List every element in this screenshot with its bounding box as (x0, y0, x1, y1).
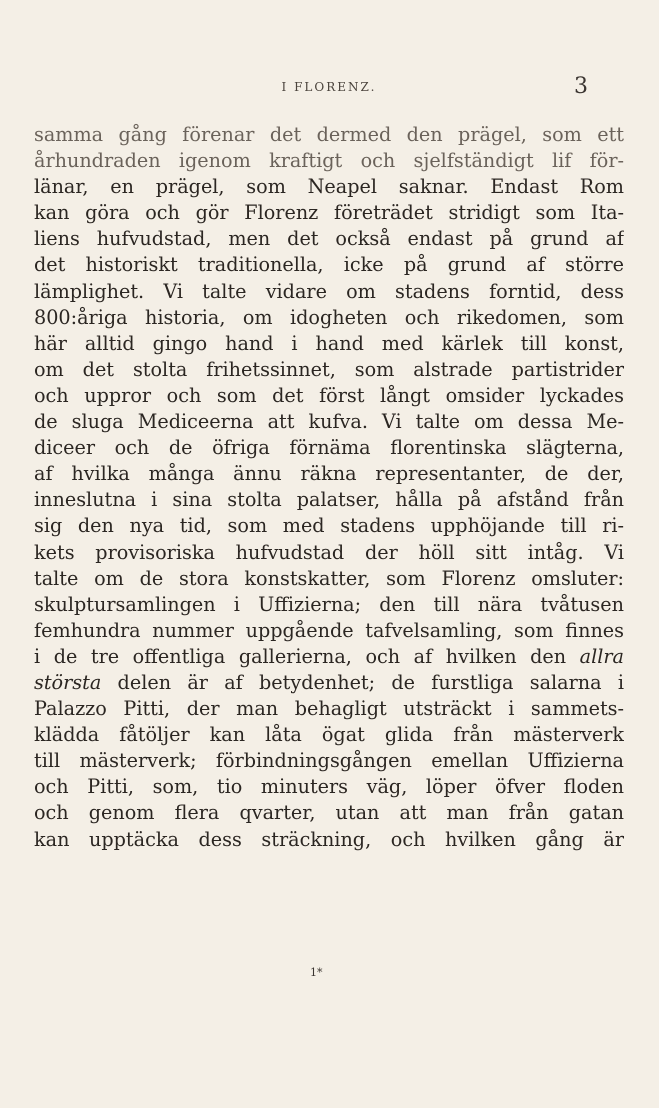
text-line: om det stolta frihetssinnet, som alstrade partistrider (34, 357, 624, 381)
text-line: till mästerverk; förbindningsgången emellan Uffizierna (34, 749, 624, 773)
body-text (34, 122, 624, 853)
line-text: i de tre offentliga gallerierna, och af hvilken den (34, 644, 580, 668)
line-text: delen är af betydenhet; de furstliga salarna i (101, 670, 624, 694)
text-line-with-emphasis (34, 644, 624, 670)
text-line: talte om de stora konstskatter, som Florenz omsluter: (34, 566, 624, 590)
text-line: århundraden igenom kraftigt och sjelfständigt lif för- (34, 149, 624, 173)
text-line: kan göra och gör Florenz företrädet stridigt som Ita- (34, 201, 624, 225)
text-line: och Pitti, som, tio minuters väg, löper öfver floden (34, 775, 624, 799)
text-line: klädda fåtöljer kan låta ögat glida från mästerverk (34, 723, 624, 747)
text-line: femhundra nummer uppgående tafvelsamling, som finnes (34, 618, 624, 642)
text-line: inneslutna i sina stolta palatser, hålla på afstånd från (34, 488, 624, 512)
text-line: lämplighet. Vi talte vidare om stadens forntid, dess (34, 279, 624, 303)
text-line-with-emphasis (34, 670, 624, 696)
emphasis-text: allra (579, 644, 624, 668)
text-line: Palazzo Pitti, der man behagligt utsträckt i sammets- (34, 697, 624, 721)
running-head (34, 74, 624, 102)
text-line: skulptursamlingen i Uffizierna; den till nära tvåtusen (34, 592, 624, 616)
text-line: länar, en prägel, som Neapel saknar. Endast Rom (34, 175, 624, 199)
text-line: och uppror och som det först långt omsider lyckades (34, 383, 624, 407)
emphasis-text: största (34, 670, 102, 694)
page-number: 3 (574, 74, 588, 99)
text-line: diceer och de öfriga förnäma florentinska slägterna, (34, 436, 624, 460)
running-title: I FLORENZ. (281, 80, 377, 94)
text-line: af hvilka många ännu räkna representanter, de der, (34, 462, 624, 486)
text-line: sig den nya tid, som med stadens upphöjande till ri- (34, 514, 624, 538)
signature-mark: 1* (310, 966, 323, 979)
text-line: och genom flera qvarter, utan att man från gatan (34, 801, 624, 825)
text-line: de sluga Mediceerna att kufva. Vi talte om dessa Me- (34, 410, 624, 434)
text-line: 800:åriga historia, om idogheten och rikedomen, som (34, 305, 624, 329)
text-line: samma gång förenar det dermed den prägel, som ett (34, 123, 624, 146)
text-line: här alltid gingo hand i hand med kärlek till konst, (34, 331, 624, 355)
text-line: det historiskt traditionella, icke på grund af större (34, 253, 624, 277)
text-line: liens hufvudstad, men det också endast på grund af (34, 227, 624, 251)
text-line: kets provisoriska hufvudstad der höll sitt intåg. Vi (34, 540, 624, 564)
text-line: kan upptäcka dess sträckning, och hvilken gång är (34, 827, 624, 851)
